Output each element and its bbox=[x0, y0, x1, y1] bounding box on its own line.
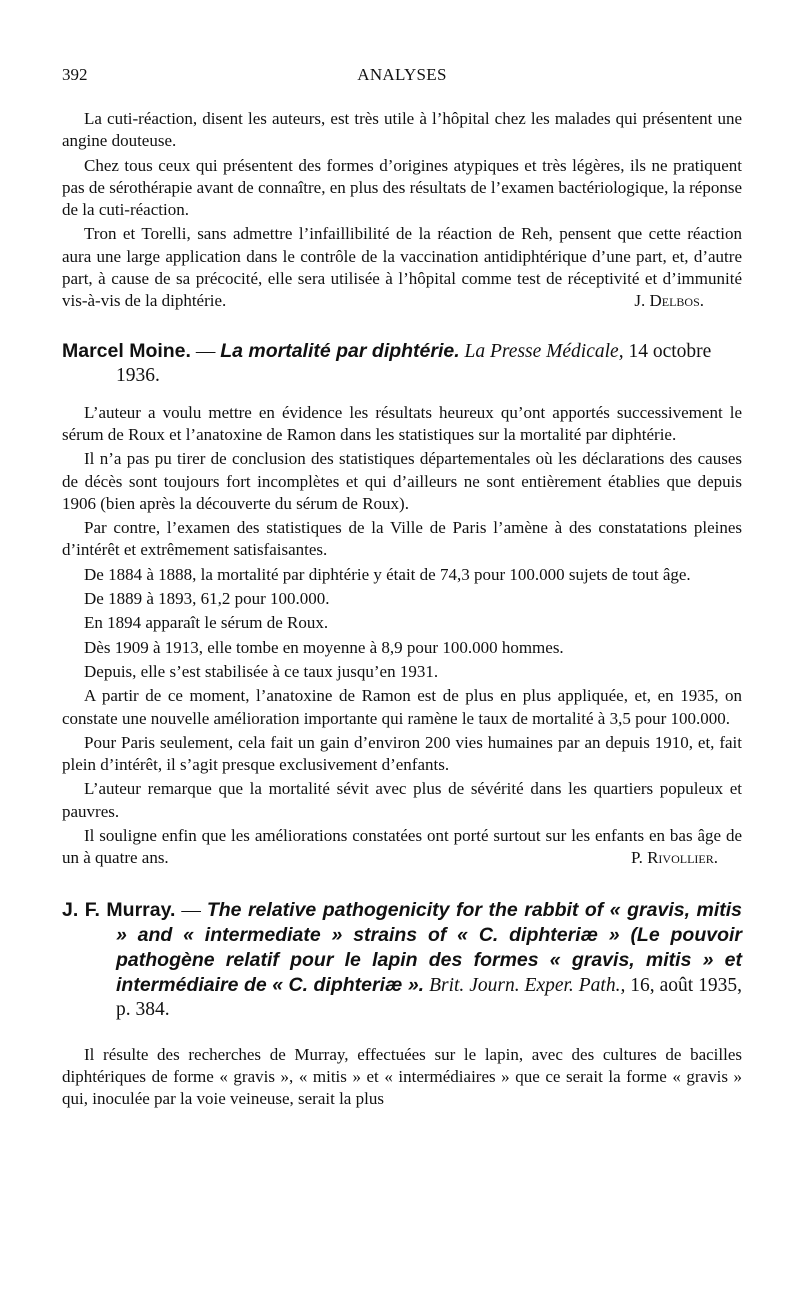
paragraph: Depuis, elle s’est stabilisée à ce taux jusqu’en 1931. bbox=[84, 661, 439, 681]
article-title: La mortalité par diphtérie. bbox=[220, 339, 460, 362]
paragraph-text: Il souligne enfin que les améliorations constatées ont porté surtout sur les enfants en bas âge de un à quatre ans. bbox=[62, 826, 742, 868]
paragraph: Pour Paris seulement, cela fait un gain d’environ 200 vies humaines par an depuis 1910, et, fait plein d’intérêt, il s’agit presque exclusivement d’enfants. bbox=[62, 732, 742, 775]
review-2 bbox=[62, 339, 742, 872]
page-number: 392 bbox=[62, 65, 88, 84]
running-header bbox=[62, 58, 742, 88]
paragraph-text: Tron et Torelli, sans admettre l’infaillibilité de la réaction de Reh, pensent que cette réaction aura une large application dans le contrôle de la vaccination antidiphtérique d’une part, et, d’autre part, à cause de sa précocité, elle sera utilisée à l’hôpital comme test de réceptivité et d’immunité vis-à-vis de la diphtérie. bbox=[62, 224, 742, 311]
paragraph: Par contre, l’examen des statistiques de la Ville de Paris l’amène à des constatations pleines d’intérêt et extrêmement satisfaisantes. bbox=[62, 518, 742, 560]
paragraph bbox=[62, 825, 742, 870]
article-title: The relative pathogenicity for the rabbit of « gravis, mitis » and « intermediate » strains of « C. diphteriæ » (Le pouvoir pathogène relatif pour le lapin des formes « gravis, mitis » et intermédiaire de « C. diphteriæ ». bbox=[116, 898, 743, 996]
paragraph: De 1889 à 1893, 61,2 pour 100.000. bbox=[84, 589, 330, 609]
publication-date: 14 octobre 1936. bbox=[116, 340, 712, 386]
review-3 bbox=[62, 898, 742, 1111]
paragraph: De 1884 à 1888, la mortalité par diphtérie y était de 74,3 pour 100.000 sujets de tout âge. bbox=[84, 564, 691, 584]
review-1 bbox=[62, 108, 742, 315]
paragraph: Chez tous ceux qui présentent des formes d’origines atypiques et très légères, ils ne pratiquent pas de sérothérapie avant de connaître, en plus des résultats de l’examen bactériologique, la réponse de la cuti-réaction. bbox=[62, 155, 742, 220]
paragraph: Il résulte des recherches de Murray, effectuées sur le lapin, avec des cultures de bacilles diphtériques de forme « gravis », « mitis » et « intermédiaires » que ce serait la forme « gravis » qui, inoculée par la voie veineuse, serait la plus bbox=[62, 1044, 742, 1109]
document-page bbox=[62, 58, 742, 1113]
author: Marcel Moine. bbox=[62, 339, 191, 362]
paragraph: A partir de ce moment, l’anatoxine de Ramon est de plus en plus appliquée, et, en 1935, on constate une nouvelle amélioration importante qui ramène le taux de mortalité à 3,5 pour 100.000. bbox=[62, 686, 742, 728]
dash: — bbox=[175, 899, 207, 921]
paragraph: L’auteur remarque que la mortalité sévit avec plus de sévérité dans les quartiers populeux et pauvres. bbox=[62, 779, 742, 821]
review-heading bbox=[62, 339, 742, 388]
paragraph: Dès 1909 à 1913, elle tombe en moyenne à 8,9 pour 100.000 hommes. bbox=[84, 637, 564, 657]
publication-reference: 16, août 1935, p. 384. bbox=[116, 974, 743, 1020]
review-heading bbox=[62, 898, 742, 1022]
author: J. F. Murray. bbox=[62, 898, 176, 921]
journal: La Presse Médicale, bbox=[464, 340, 624, 362]
paragraph: En 1894 apparaît le sérum de Roux. bbox=[84, 613, 329, 633]
paragraph: L’auteur a voulu mettre en évidence les résultats heureux qu’ont apportés successivement le sérum de Roux et l’anatoxine de Ramon dans les statistiques sur la mortalité par diphtérie. bbox=[62, 402, 742, 444]
signature: P. Rivollier. bbox=[631, 848, 718, 868]
paragraph: Il n’a pas pu tirer de conclusion des statistiques départementales où les déclarations des causes de décès sont toujours fort incomplètes et qui d’ailleurs ne sont entièrement établies que depuis 1906 (bien après la découverte du sérum de Roux). bbox=[62, 449, 742, 513]
paragraph bbox=[62, 223, 742, 312]
signature: J. Delbos. bbox=[634, 291, 704, 311]
journal: Brit. Journ. Exper. Path., bbox=[429, 974, 626, 996]
dash: — bbox=[190, 340, 221, 362]
running-title: ANALYSES bbox=[357, 65, 447, 84]
paragraph: La cuti-réaction, disent les auteurs, est très utile à l’hôpital chez les malades qui présentent une angine douteuse. bbox=[62, 109, 742, 151]
